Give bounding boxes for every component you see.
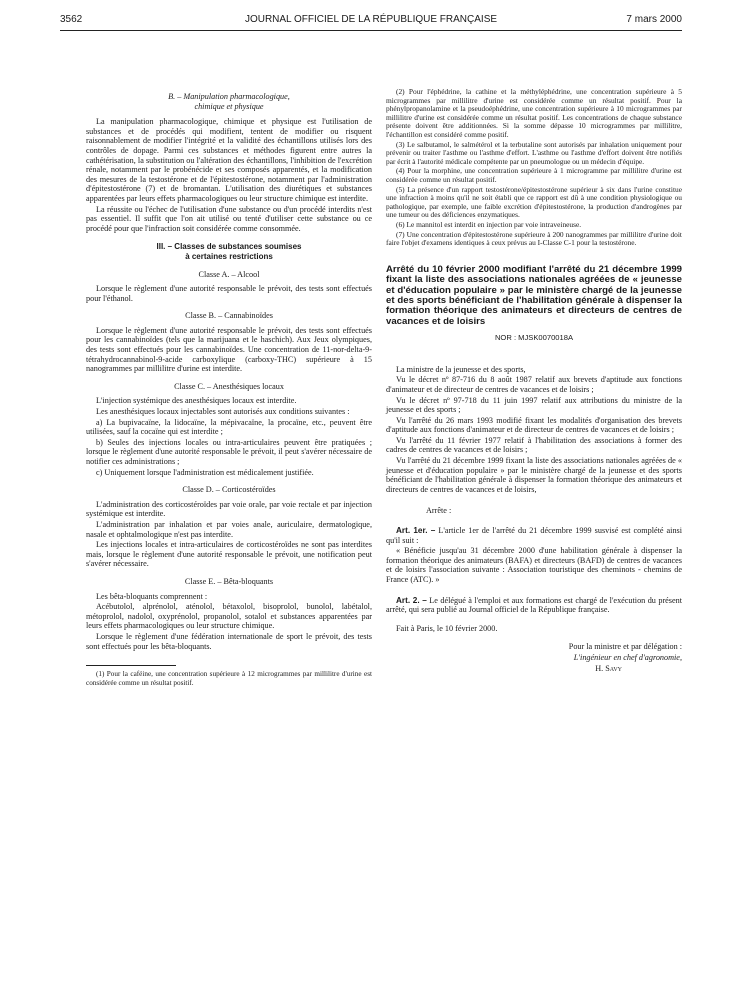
paragraph: Vu l'arrêté du 21 décembre 1999 fixant la liste des associations nationales agréées de « jeunesse et d'éducation populaire » par le ministère chargé de la jeunesse et des sports bénéficiant de l'habilitation générale à dispenser la formation théorique des animateurs et directeurs de centres de vacances et de loisirs, xyxy=(386,456,682,494)
done-at: Fait à Paris, le 10 février 2000. xyxy=(396,623,498,633)
nor-reference: NOR : MJSK0070018A xyxy=(494,333,574,343)
issue-date: 7 mars 2000 xyxy=(626,14,682,25)
footnote: (1) Pour la caféine, une concentration supérieure à 12 microgrammes par millilitre d'urine est considérée comme un résultat positif. xyxy=(86,670,372,687)
paragraph: Les bêta-bloquants comprennent : xyxy=(96,591,208,601)
footnote-note: (7) Une concentration d'épitestostérone supérieure à 200 nanogrammes par millilitre d'urine doit faire l'objet d'examens identiques à ceux prévus au I-Classe C-1 pour la testostérone. xyxy=(386,229,682,248)
paragraph: La manipulation pharmacologique, chimique et physique est l'utilisation de substances et de procédés qui modifient, tentent de modifier ou risquent raisonnablement de modifier l'intégrité et la validité des échantillons utilisés lors des contrôles de dopage. Parmi ces substances et méthodes figurent entre autres la cathétérisation, la substitution ou l'altération des échantillons, l'inhibition de l'excrétion rénale, notamment par le probénécide et ses composés apparentés, et la modification des mesures de la testostérone et de l'épitestostérone, notamment par l'administration d'épitestostérone (7) et de bromantan. L'utilisation des diurétiques et substances apparentées par leurs effets pharmacologiques ou leur structure chimique est interdite. xyxy=(86,117,372,203)
paragraph: Vu le décret nº 97-718 du 11 juin 1997 relatif aux attributions du ministre de la jeunesse et des sports ; xyxy=(386,395,682,415)
footnote-note: (5) La présence d'un rapport testostérone/épitestostérone supérieur à six dans l'urine constitue une infraction à moins qu'il ne soit établi que ce rapport est dû à une condition physiologique ou pathologique, par exemple, une faible excrétion d'épitestostérone, la production d'androgènes par une tumeur ou des déficiences enzymatiques. xyxy=(386,184,682,220)
signature-line-2: L'ingénieur en chef d'agronomie, xyxy=(573,652,682,662)
page-header xyxy=(60,14,682,28)
paragraph: Les injections locales et intra-articulaires de corticostéroïdes ne sont pas interdites mais, lorsque le règlement d'une autorité responsable le prévoit, une notification peut s'avérer nécessaire. xyxy=(86,540,372,569)
header-rule xyxy=(60,30,682,31)
classe-a-heading: Classe A. – Alcool xyxy=(198,269,260,279)
classe-d-heading: Classe D. – Corticostéroïdes xyxy=(182,485,276,495)
paragraph: Lorsque le règlement d'une fédération internationale de sport le prévoit, des tests sont effectués pour les bêta-bloquants. xyxy=(86,631,372,651)
footnote-note: (3) Le salbutamol, le salmétérol et la terbutaline sont autorisés par inhalation uniquement pour prévenir ou traiter l'asthme ou l'asthme d'effort. L'asthme ou l'asthme d'effort doivent être notifiés par écrit à l'autorité médicale compétente par un pneumologue ou un médecin d'équipe. xyxy=(386,139,682,166)
classe-b-heading: Classe B. – Cannabinoïdes xyxy=(185,311,273,321)
footnote-note: (4) Pour la morphine, une concentration supérieure à 1 microgramme par millilitre d'urine est considérée comme un résultat positif. xyxy=(386,166,682,184)
paragraph: Les anesthésiques locaux injectables sont autorisés aux conditions suivantes : xyxy=(96,407,350,417)
signature-name: H. Savy xyxy=(595,663,622,673)
paragraph: b) Seules des injections locales ou intra-articulaires peuvent être pratiquées ; lorsque le règlement d'une autorité responsable le prévoit, il peut s'avérer nécessaire de notifier ces administrations ; xyxy=(86,437,372,466)
article-1-quote: « Bénéficie jusqu'au 31 décembre 2000 d'une habilitation générale à dispenser la formation théorique des animateurs (BAFA) et directeurs (BAFD) de centres de vacances et de loisirs l'association suivante : Association touristique des cheminots - chemins de France (ATC). » xyxy=(386,546,682,584)
paragraph: La ministre de la jeunesse et des sports, xyxy=(396,364,526,374)
decree-title: Arrêté du 10 février 2000 modifiant l'arrêté du 21 décembre 1999 fixant la liste des associations nationales agréées de « jeunesse et d'éducation populaire » par le ministère chargé de la jeunesse et des sports bénéficiant de l'habilitation générale à dispenser la formation théorique des animateurs et directeurs de centres de vacances et de loisirs xyxy=(386,263,682,327)
paragraph: c) Uniquement lorsque l'administration est médicalement justifiée. xyxy=(96,467,314,477)
classe-e-heading: Classe E. – Bêta-bloquants xyxy=(184,576,274,586)
paragraph: Vu le décret nº 87-716 du 8 août 1987 relatif aux brevets d'aptitude aux fonctions d'animateur et de directeur de centres de vacances et de loisirs ; xyxy=(386,375,682,394)
paragraph: Acébutolol, alprénolol, aténolol, bétaxolol, bisoprolol, bunolol, labétalol, métoprolol, nadolol, oxyprénolol, propanolol, sotalol et substances apparentées par leurs effets pharmacologiques ou leur structure chimique. xyxy=(86,602,372,631)
article-1: Art. 1er. – L'article 1er de l'arrêté du 21 décembre 1999 susvisé est complété ainsi qu'il suit : xyxy=(386,526,683,545)
left-column xyxy=(86,92,372,688)
paragraph: L'administration des corticostéroïdes par voie orale, par voie rectale et par injection systémique est interdite. xyxy=(86,499,372,519)
journal-title: JOURNAL OFFICIEL DE LA RÉPUBLIQUE FRANÇAISE xyxy=(244,14,498,25)
section-b-heading: B. – Manipulation pharmacologique, chimique et physique xyxy=(168,92,290,111)
article-2: Art. 2. – Le délégué à l'emploi et aux formations est chargé de l'exécution du présent arrêté, qui sera publié au Journal officiel de la République française. xyxy=(386,595,682,615)
paragraph: L'injection systémique des anesthésiques locaux est interdite. xyxy=(96,396,297,406)
paragraph: Lorsque le règlement d'une autorité responsable le prévoit, des tests sont effectués pour l'éthanol. xyxy=(86,284,372,303)
footnote-note: (6) Le mannitol est interdit en injection par voie intraveineuse. xyxy=(396,219,582,229)
paragraph: Lorsque le règlement d'une autorité responsable le prévoit, des tests sont effectués pour les cannabinoïdes (tels que la marijuana et le haschich). Aux Jeux olympiques, des tests sont effectués pour les cannabinoïdes. Une concentration de 11-nor-delta-9-tétrahydrocannabinol-9-acide carboxylique (carboxy-THC) supérieure à 15 nanogrammes par millilitre d'urine est interdite. xyxy=(86,325,372,374)
classe-c-heading: Classe C. – Anesthésiques locaux xyxy=(174,381,284,391)
footnote-note: (2) Pour l'éphédrine, la cathine et la méthyléphédrine, une concentration supérieure à 5 microgrammes par millilitre d'urine est considérée comme un résultat positif. Pour la phénylpropanolamine et la pseudoéphédrine, une concentration supérieure à 10 microgrammes par millilitre d'urine est considérée comme un résultat positif. Les concentrations de chaque substance présente doivent être additionnées. Si la somme dépasse 10 microgrammes par millilitre, l'échantillon est considéré comme positif. xyxy=(386,87,682,139)
paragraph: L'administration par inhalation et par voies anale, auriculaire, dermatologique, nasale et ophtalmologique n'est pas interdite. xyxy=(86,519,372,539)
arrete-label: Arrête : xyxy=(426,506,452,516)
paragraph: Vu l'arrêté du 11 février 1977 relatif à l'habilitation des associations à former des cadres de centres de vacances et de loisirs ; xyxy=(386,435,682,455)
page-number: 3562 xyxy=(60,14,83,25)
footnote-rule xyxy=(86,665,176,666)
signature-line-1: Pour la ministre et par délégation : xyxy=(568,642,682,652)
section-iii-heading: III. – Classes de substances soumises à certaines restrictions xyxy=(156,242,302,261)
paragraph: a) La bupivacaïne, la lidocaïne, la mépivacaïne, la procaïne, etc., peuvent être utilisées, sauf la cocaïne qui est interdite ; xyxy=(86,417,372,437)
paragraph: Vu l'arrêté du 26 mars 1993 modifié fixant les modalités d'organisation des brevets d'aptitude aux fonctions d'animateur et de directeur de centres de vacances et de loisirs ; xyxy=(386,415,682,435)
paragraph: La réussite ou l'échec de l'utilisation d'une substance ou d'un procédé interdits n'est pas essentiel. Il suffit que l'on ait utilisé ou tenté d'utiliser cette substance ou ce procédé pour que l'infraction soit considérée comme consommée. xyxy=(86,204,372,233)
right-column xyxy=(386,88,682,674)
